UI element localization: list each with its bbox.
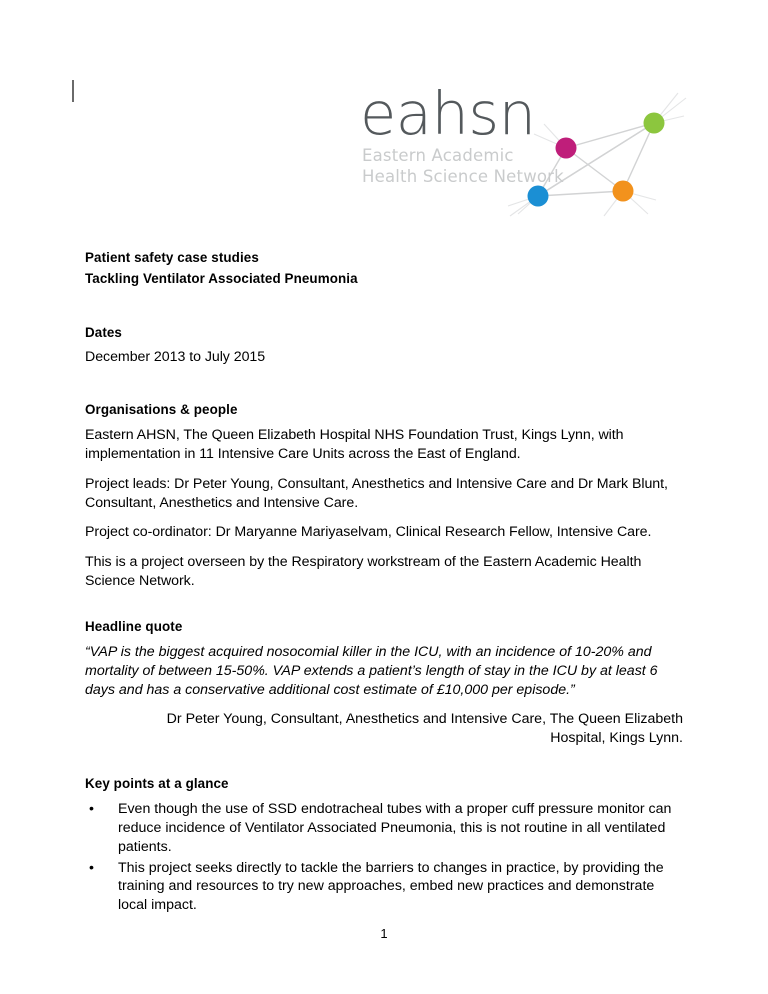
spacer xyxy=(85,542,683,553)
bullet-icon: • xyxy=(89,800,94,817)
key-points-list xyxy=(85,800,683,915)
list-item xyxy=(85,859,683,916)
eahsn-logo xyxy=(348,79,688,220)
logo-subtitle xyxy=(362,145,564,188)
headline-quote-heading: Headline quote xyxy=(85,619,183,635)
headline-quote-block xyxy=(85,643,683,700)
key-points-heading: Key points at a glance xyxy=(85,776,229,792)
organisations-heading: Organisations & people xyxy=(85,402,238,418)
bullet-icon: • xyxy=(89,859,94,876)
organisations-paragraph: Project leads: Dr Peter Young, Consultant, Anesthetics and Intensive Care and Dr Mark Blunt, Consultant, Anesthetics and Intensive Care. xyxy=(85,475,668,511)
headline-quote-text: “VAP is the biggest acquired nosocomial killer in the ICU, with an incidence of 10-20% and mortality of between 15-50%. VAP extends a patient’s length of stay in the ICU by at least 6 days and has a conservative additional cost estimate of £10,000 per episode.” xyxy=(85,643,658,698)
text-cursor-caret xyxy=(72,80,74,102)
logo-subtitle-line-2: Health Science Network xyxy=(362,167,564,187)
node-green-icon xyxy=(644,113,665,134)
organisations-paragraph: Project co-ordinator: Dr Maryanne Mariyaselvam, Clinical Research Fellow, Intensive Care. xyxy=(85,524,652,541)
organisations-paragraph: Eastern AHSN, The Queen Elizabeth Hospital NHS Foundation Trust, Kings Lynn, with implementation in 11 Intensive Care Units across the East of England. xyxy=(85,426,624,462)
organisations-paragraph: This is a project overseen by the Respiratory workstream of the Eastern Academic Health Science Network. xyxy=(85,554,642,590)
spacer xyxy=(85,591,683,617)
spacer xyxy=(85,290,683,323)
spacer xyxy=(85,512,683,523)
dates-heading: Dates xyxy=(85,324,122,340)
dates-value: December 2013 to July 2015 xyxy=(85,349,266,366)
list-item-text: Even though the use of SSD endotracheal tubes with a proper cuff pressure monitor can reduce incidence of Ventilator Associated Pneumonia, this is not routine in all ventilated patients. xyxy=(118,800,672,855)
node-blue-icon xyxy=(528,186,549,207)
spacer xyxy=(85,367,683,400)
spacer xyxy=(85,748,683,774)
node-orange-icon xyxy=(613,181,634,202)
spacer xyxy=(85,699,683,710)
page-number: 1 xyxy=(380,926,388,941)
list-item xyxy=(85,800,683,857)
spacer xyxy=(85,464,683,475)
logo-wordmark: eahsn xyxy=(360,79,536,148)
document-title-line-1: Patient safety case studies xyxy=(85,250,259,265)
list-item-text: This project seeks directly to tackle the barriers to changes in practice, by providing the training and resources to try new approaches, embed new practices and demonstrate local impact. xyxy=(118,859,664,914)
headline-quote-attribution: Dr Peter Young, Consultant, Anesthetics and Intensive Care, The Queen Elizabeth Hospital, Kings Lynn. xyxy=(166,711,683,747)
document-title-line-2: Tackling Ventilator Associated Pneumonia xyxy=(85,270,358,286)
logo-subtitle-line-1: Eastern Academic xyxy=(362,146,514,165)
document-body xyxy=(85,248,683,917)
